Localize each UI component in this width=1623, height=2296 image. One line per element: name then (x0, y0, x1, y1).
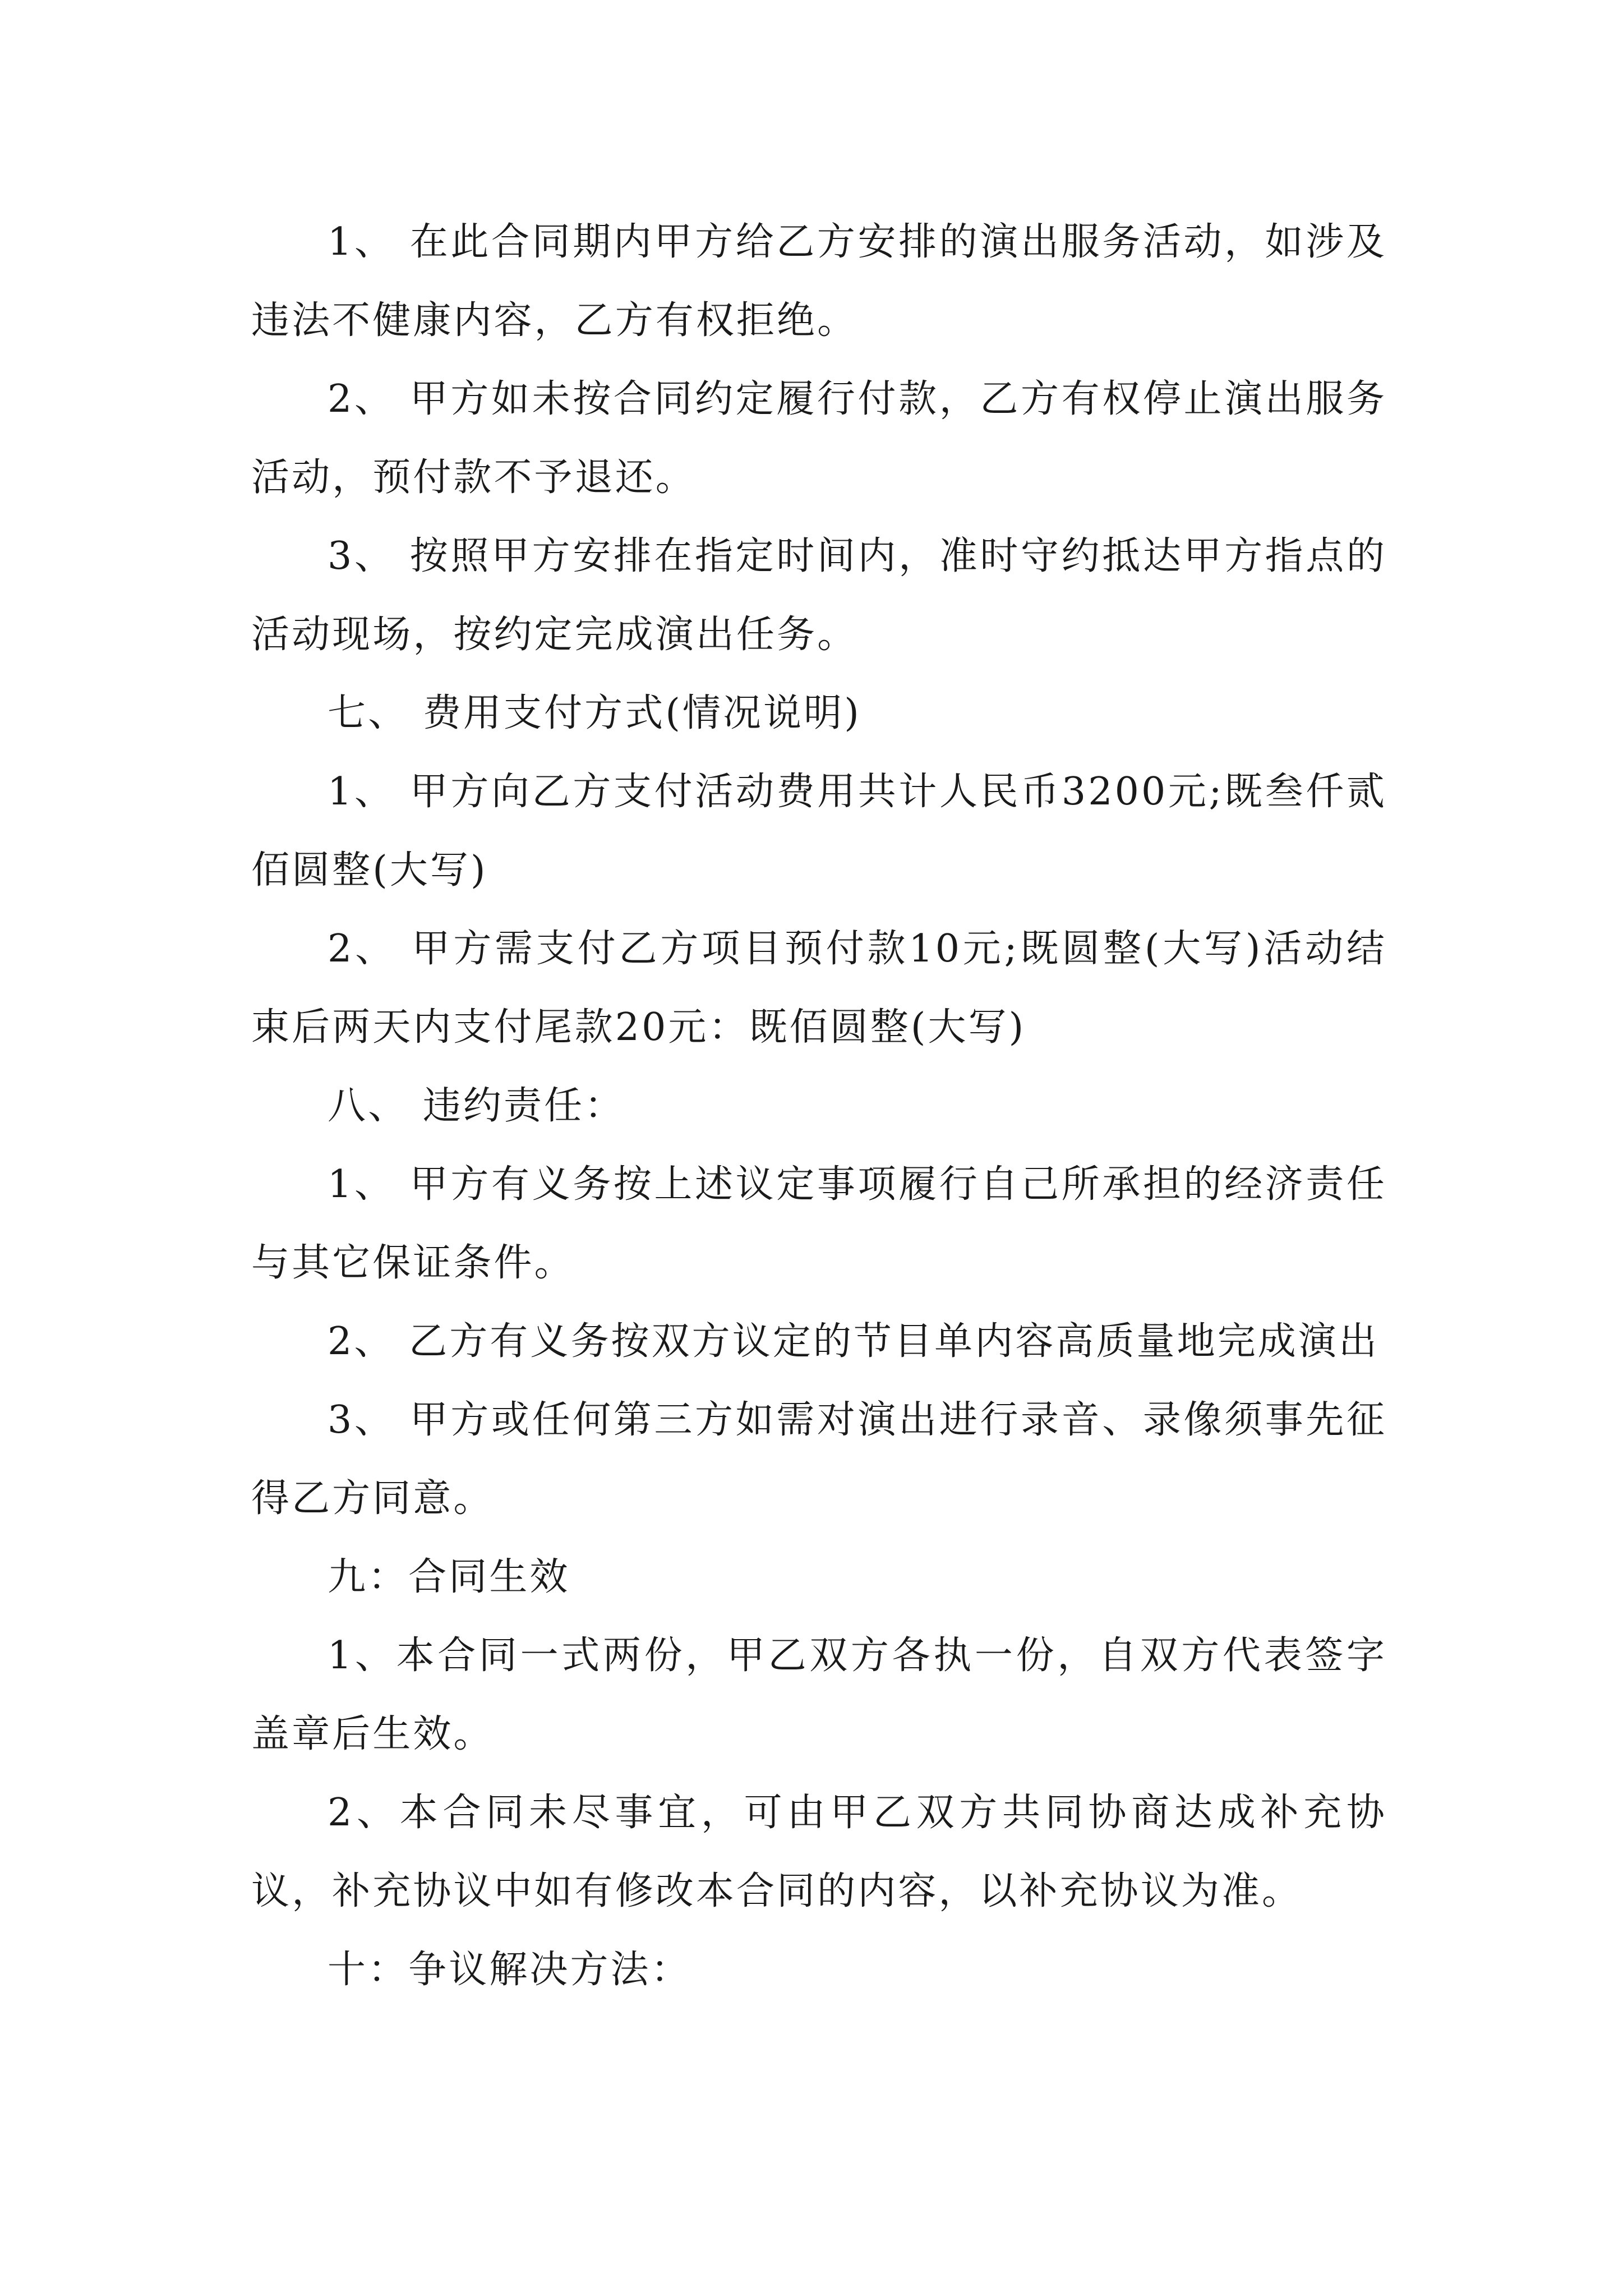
paragraph: 2、本合同未尽事宜，可由甲乙双方共同协商达成补充协议，补充协议中如有修改本合同的内容，以补充协议为准。 (251, 1791, 1387, 1913)
document-body (251, 203, 1387, 2009)
paragraph: 3、 按照甲方安排在指定时间内，准时守约抵达甲方指点的活动现场，按约定完成演出任务。 (251, 534, 1387, 657)
section-heading: 九：合同生效 (328, 1555, 570, 1599)
section-heading: 八、 违约责任： (328, 1084, 625, 1128)
section-heading: 七、 费用支付方式(情况说明) (328, 691, 861, 735)
paragraph: 1、 在此合同期内甲方给乙方安排的演出服务活动，如涉及违法不健康内容，乙方有权拒绝。 (251, 220, 1387, 343)
paragraph: 2、 甲方需支付乙方项目预付款10元;既圆整(大写)活动结束后两天内支付尾款20元：既佰圆整(大写) (251, 927, 1387, 1050)
section-heading: 十：争议解决方法： (328, 1948, 691, 1992)
paragraph: 1、本合同一式两份，甲乙双方各执一份，自双方代表签字盖章后生效。 (251, 1634, 1387, 1756)
paragraph: 2、 甲方如未按合同约定履行付款，乙方有权停止演出服务活动，预付款不予退还。 (251, 377, 1387, 500)
paragraph: 2、 乙方有义务按双方议定的节目单内容高质量地完成演出 (328, 1319, 1380, 1364)
paragraph: 3、 甲方或任何第三方如需对演出进行录音、录像须事先征得乙方同意。 (251, 1398, 1387, 1521)
paragraph: 1、 甲方向乙方支付活动费用共计人民币3200元;既叁仟贰佰圆整(大写) (251, 770, 1387, 892)
paragraph: 1、 甲方有义务按上述议定事项履行自己所承担的经济责任与其它保证条件。 (251, 1162, 1387, 1285)
